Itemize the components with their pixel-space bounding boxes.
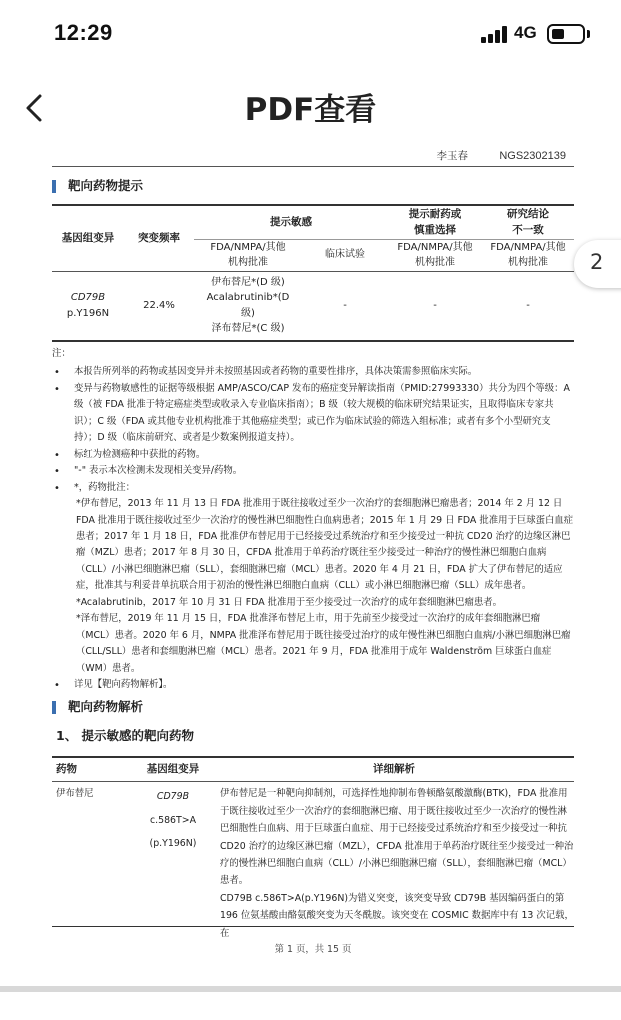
doc-meta: [436, 148, 566, 166]
drug-note: *Acalabrutinib，2017 年 10 月 31 日 FDA 批准用于至少接受过一次治疗的成年套细胞淋巴瘤患者。: [76, 596, 503, 608]
header: [0, 70, 621, 146]
section-bar-icon: [52, 701, 56, 714]
mutation-frequency: 22.4%: [124, 271, 194, 341]
page-title: PDF查看: [244, 92, 377, 128]
drug-item: Acalabrutinib*(D: [206, 292, 290, 304]
drug-note: *伊布替尼，2013 年 11 月 13 日 FDA 批准用于既往接收过至少一次治疗的套细胞淋巴瘤患者；2014 年 2 月 12 日 FDA 批准用于既往接收过至少一次治疗的慢性淋巴细胞性白血病患者；2015 年 1 月 29 日 FDA 批准用于巨球蛋白血症患者；2017 年 1 月 18 日，FDA 批准伊布替尼用于已经接受过系统治疗和至少接受过一种抗 CD20 治疗的边缘区淋巴瘤（MZL）患者；2017 年 8 月 30 日，CFDA 批准用于单药治疗既往至少接受过一种治疗的慢性淋巴细胞白血病（CLL）/小淋巴细胞淋巴瘤（SLL），套细胞淋巴瘤（MCL）患者。2020 年 4 月 21 日，FDA 扩大了伊布替尼的适应症，批准其与利妥昔单抗联合用于初治的慢性淋巴细胞白血病（CLL）或小淋巴细胞淋巴瘤（SLL）成年患者。: [76, 498, 574, 592]
inconsistent-value: -: [482, 271, 574, 341]
status-bar: [0, 0, 621, 70]
battery-cap: [587, 30, 590, 38]
report-code: NGS2302139: [499, 150, 566, 162]
col-freq: 突变频率: [124, 205, 194, 271]
subsection-title: 1、 提示敏感的靶向药物: [56, 728, 195, 743]
patient-name: 李玉春: [436, 150, 468, 162]
divider: [52, 166, 574, 167]
drug-item: 泽布替尼*(C 级): [211, 323, 285, 335]
note-item: • 详见【靶向药物解析】。: [52, 677, 574, 693]
col-fda-approved-2: FDA/NMPA/其他 机构批准: [388, 239, 482, 271]
note-item: • 标红为检测癌种中获批的药物。: [52, 447, 574, 463]
col-sensitive: 提示敏感: [194, 205, 388, 239]
col-drug: 药物: [52, 757, 132, 782]
col-fda-approved: FDA/NMPA/其他 机构批准: [194, 239, 302, 271]
section-title: 靶向药物提示: [68, 178, 144, 193]
page-footer: 第 1 页，共 15 页: [274, 944, 352, 955]
table-row: [52, 271, 574, 341]
note-item: • *，药物批注：: [52, 480, 574, 496]
page-number: 2: [590, 250, 604, 274]
col-analysis: 详细解析: [214, 757, 574, 782]
note-item: • 本报告所列举的药物或基因变异并未按照基因或者药物的重要性排序，具体决策需参照临床实际。: [52, 364, 574, 380]
col-clinical-trial: 临床试验: [302, 239, 388, 271]
drug-item: 级): [241, 307, 255, 319]
resistant-value: -: [388, 271, 482, 341]
targeted-drug-table: [52, 204, 574, 342]
drug-name: 伊布替尼: [56, 788, 94, 800]
footer-divider: [52, 926, 574, 927]
col-variant: 基因组变异: [132, 757, 214, 782]
analysis-text: 伊布替尼是一种靶向抑制剂，可选择性地抑制布鲁顿酪氨酸激酶(BTK)，FDA 批准用于既往接收过至少一次治疗的套细胞淋巴瘤、用于既往接收过至少一次治疗的慢性淋巴细胞性白血病、用于巨球蛋白血症、用于已经接受过系统治疗和至少接受过一种抗 CD20 治疗的边缘区淋巴瘤（MZL），CFDA 批准用于单药治疗既往至少接受过一种治疗的慢性淋巴细胞白血病（CLL）/小淋巴细胞淋巴瘤（SLL），套细胞淋巴瘤（MCL）患者。: [220, 788, 574, 887]
notes-title: 注：: [52, 348, 71, 359]
section-heading: [52, 697, 143, 717]
protein-change: (p.Y196N): [149, 838, 197, 850]
col-resistant: 提示耐药或 慎重选择: [388, 205, 482, 239]
section-bar-icon: [52, 180, 56, 193]
status-time: 12:29: [54, 20, 113, 45]
section-heading: [52, 176, 143, 196]
note-item: • 变异与药物敏感性的证据等级根据 AMP/ASCO/CAP 发布的癌症变异解读指南（PMID:27993330）共分为四个等级：A 级（被 FDA 批准于特定癌症类型或收录入专业临床指南）；B 级（较大规模的临床研究结果证实，且取得临床专家共识）；C 级（FDA 或其他专业机构批准于其他癌症类型；或已作为临床试验的筛选入组标准；或者有多个小型研究支持）；D 级（临床前研究、或者是少数案例报道支持）。: [52, 381, 574, 447]
gene-name: CD79B: [156, 791, 190, 803]
pdf-page[interactable]: [52, 146, 574, 986]
section-title: 靶向药物解析: [68, 699, 144, 714]
battery-icon: [547, 24, 585, 44]
col-fda-approved-3: FDA/NMPA/其他 机构批准: [482, 239, 574, 271]
drug-item: 伊布替尼*(D 级): [211, 276, 285, 288]
protein-change: p.Y196N: [66, 307, 110, 319]
drug-note: *泽布替尼，2019 年 11 月 15 日，FDA 批准泽布替尼上市，用于先前至少接受过一次治疗的成年套细胞淋巴瘤（MCL）患者。2020 年 6 月，NMPA 批准泽布替尼用于既往接受过治疗的成年慢性淋巴细胞白血病/小淋巴细胞淋巴瘤（CLL/SLL）患者和套细胞淋巴瘤（MCL）患者。2021 年 9 月，FDA 批准用于成年 Waldenström 巨球蛋白血症（WM）患者。: [76, 613, 571, 674]
note-item: • "-" 表示本次检测未发现相关变异/药物。: [52, 463, 574, 479]
network-label: 4G: [514, 23, 537, 42]
notes: [52, 346, 574, 694]
col-inconsistent: 研究结论 不一致: [482, 205, 574, 239]
table-row: [52, 782, 574, 942]
col-gene: 基因组变异: [52, 205, 124, 271]
bottom-divider: [0, 986, 621, 992]
page-number-indicator: [574, 240, 621, 288]
analysis-text: CD79B c.586T>A(p.Y196N)为错义突变，该突变导致 CD79B 基因编码蛋白的第 196 位氨基酸由酪氨酸突变为天冬酰胺。该突变在 COSMIC 数据库中有 13 次记载，在: [220, 892, 574, 939]
cdna-change: c.586T>A: [149, 814, 197, 826]
drug-analysis-table: [52, 756, 574, 942]
signal-icon: [481, 26, 507, 43]
gene-name: CD79B: [70, 292, 106, 304]
clinical-trial-value: -: [302, 271, 388, 341]
